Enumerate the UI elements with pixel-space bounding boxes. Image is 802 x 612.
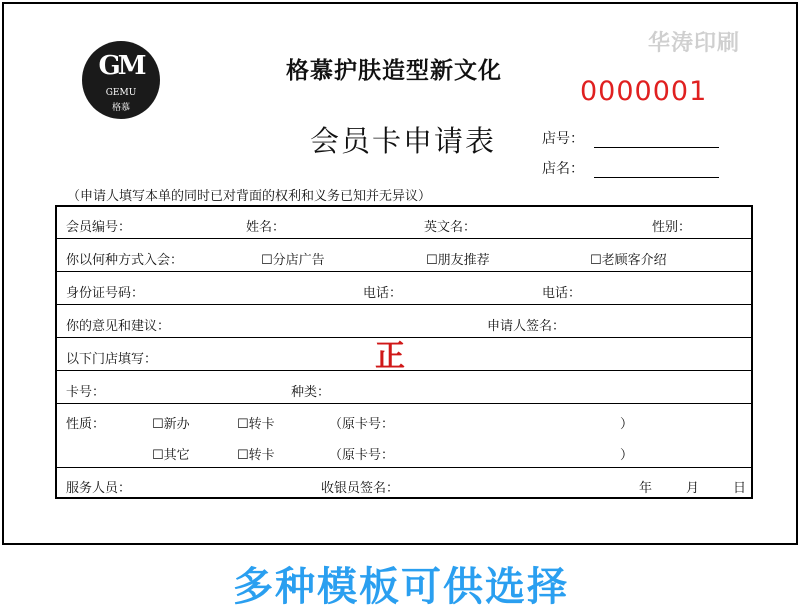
printer-watermark: 华涛印刷 [648, 31, 741, 56]
join-method-label: 你以何种方式入会： [66, 253, 184, 268]
applicant-signature-field[interactable]: 申请人签名： [487, 319, 566, 334]
bracket-close-1: ） [620, 417, 634, 432]
company-name: 格慕护肤造型新文化 [286, 58, 502, 84]
bracket-close-2: ） [620, 448, 634, 463]
date-day-label: 日 [733, 481, 747, 496]
phone-field-2[interactable]: 电话： [542, 286, 582, 301]
branch-ad-checkbox[interactable]: ☐分店广告 [261, 253, 325, 268]
store-number-field[interactable] [542, 128, 719, 148]
card-number-field[interactable]: 卡号： [66, 385, 106, 400]
id-number-field[interactable]: 身份证号码： [66, 286, 145, 301]
row-divider [57, 467, 751, 468]
friend-referral-checkbox[interactable]: ☐朋友推荐 [426, 253, 490, 268]
row-divider [57, 271, 751, 272]
store-number-line[interactable] [594, 135, 719, 148]
original-card-number-field-2[interactable]: （原卡号： [329, 448, 395, 463]
form-title: 会员卡申请表 [310, 124, 497, 158]
nature-label: 性质： [66, 417, 106, 432]
store-fill-label: 以下门店填写： [66, 352, 158, 367]
other-checkbox[interactable]: ☐其它 [152, 448, 190, 463]
application-form [55, 205, 753, 499]
store-name-line[interactable] [594, 165, 719, 178]
card-type-field[interactable]: 种类： [291, 385, 331, 400]
serial-number: 0000001 [580, 76, 708, 107]
original-copy-stamp: 正 [375, 339, 405, 374]
cashier-signature-field[interactable]: 收银员签名： [321, 481, 400, 496]
date-year-label: 年 [639, 481, 653, 496]
store-number-label: 店号： [542, 131, 584, 147]
logo-cn-text: 格慕 [111, 103, 130, 113]
brand-logo [82, 41, 160, 119]
row-divider [57, 238, 751, 239]
english-name-field[interactable]: 英文名： [424, 220, 477, 235]
member-number-field[interactable]: 会员编号： [66, 220, 132, 235]
disclaimer-note: （申请人填写本单的同时已对背面的权利和义务已知并无异议） [67, 189, 432, 204]
store-name-field[interactable] [542, 158, 719, 178]
service-staff-field[interactable]: 服务人员： [66, 481, 132, 496]
phone-field-1[interactable]: 电话： [363, 286, 403, 301]
date-month-label: 月 [686, 481, 700, 496]
logo-en-text: GEMU [105, 88, 137, 98]
name-field[interactable]: 姓名： [246, 220, 286, 235]
logo-mark: GM [98, 51, 144, 81]
opinion-field[interactable]: 你的意见和建议： [66, 319, 171, 334]
gender-field[interactable]: 性别： [652, 220, 692, 235]
row-divider [57, 403, 751, 404]
customer-referral-checkbox[interactable]: ☐老顾客介绍 [590, 253, 667, 268]
promo-banner: 多种模板可供选择 [233, 564, 569, 610]
new-card-checkbox[interactable]: ☐新办 [152, 417, 190, 432]
original-card-number-field-1[interactable]: （原卡号： [329, 417, 395, 432]
transfer-checkbox-2[interactable]: ☐转卡 [237, 448, 275, 463]
store-name-label: 店名： [542, 161, 584, 177]
row-divider [57, 304, 751, 305]
transfer-checkbox-1[interactable]: ☐转卡 [237, 417, 275, 432]
